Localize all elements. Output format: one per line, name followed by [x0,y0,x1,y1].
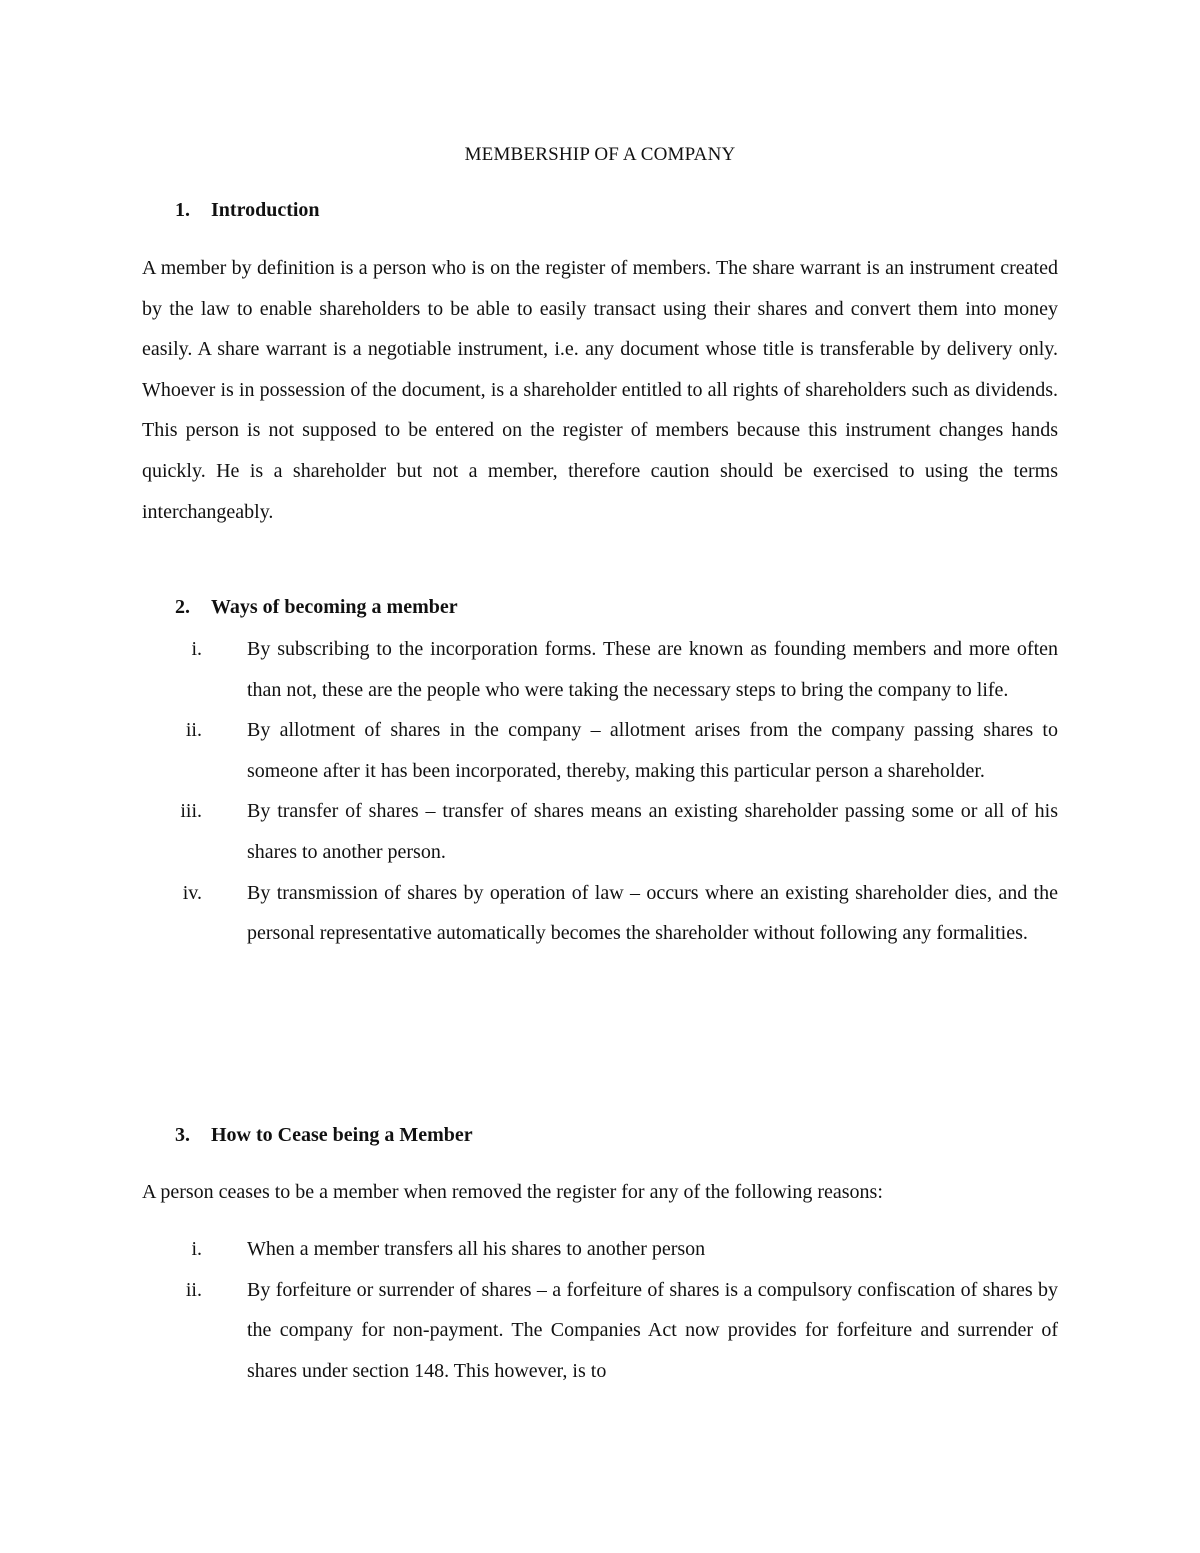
list-item [142,791,1058,872]
cease-intro-paragraph: A person ceases to be a member when removed the register for any of the following reasons: [142,1181,883,1203]
list-marker: iv. [182,881,202,904]
list-item-text: When a member transfers all his shares to another person [247,1238,706,1260]
list-item [142,629,1058,710]
list-item [142,1229,1058,1270]
list-item [142,710,1058,791]
list-item-text: By transmission of shares by operation of law – occurs where an existing shareholder dies, and the personal representative automatically becomes the shareholder without following any formalities. [247,881,1058,945]
section-number: 3. [175,1124,190,1146]
list-marker: iii. [180,800,202,823]
introduction-paragraph: A member by definition is a person who is on the register of members. The share warrant is an instrument created by the law to enable shareholders to be able to easily transact using their shares and convert them into money easily. A share warrant is a negotiable instrument, i.e. any document whose title is transferable by delivery only. Whoever is in possession of the document, is a shareholder entitled to all rights of shareholders such as dividends. This person is not supposed to be entered on the register of members because this instrument changes hands quickly. He is a shareholder but not a member, therefore caution should be exercised to using the terms interchangeably. [142,257,1058,523]
section-heading-cease-being-member [175,1124,473,1147]
list-item-text: By subscribing to the incorporation forms. These are known as founding members and more often than not, these are the people who were taking the necessary steps to bring the company to life. [247,638,1058,701]
ways-list [142,629,1058,954]
list-marker: i. [191,1238,202,1260]
section-number: 2. [175,596,190,618]
list-item-text: By forfeiture or surrender of shares – a forfeiture of shares is a compulsory confiscation of shares by the company for non-payment. The Companies Act now provides for forfeiture and surrender of shares under section 148. This however, is to [247,1278,1058,1382]
section-number: 1. [175,199,190,221]
section-heading-ways-of-becoming-member [175,596,458,619]
section-title: Ways of becoming a member [211,596,458,618]
list-item-text: By transfer of shares – transfer of shares means an existing shareholder passing some or all of his shares to another person. [247,800,1058,863]
list-item [142,1270,1058,1392]
section-heading-introduction [175,199,320,222]
section-title: Introduction [211,199,320,221]
section-title: How to Cease being a Member [211,1124,473,1146]
list-marker: i. [191,638,202,660]
list-marker: ii. [185,719,202,742]
list-marker: ii. [185,1278,202,1301]
list-item-text: By allotment of shares in the company – allotment arises from the company passing shares to someone after it has been incorporated, thereby, making this particular person a shareholder. [247,719,1058,782]
document-title: MEMBERSHIP OF A COMPANY [464,144,736,165]
cease-reasons-list [142,1229,1058,1391]
list-item [142,873,1058,954]
